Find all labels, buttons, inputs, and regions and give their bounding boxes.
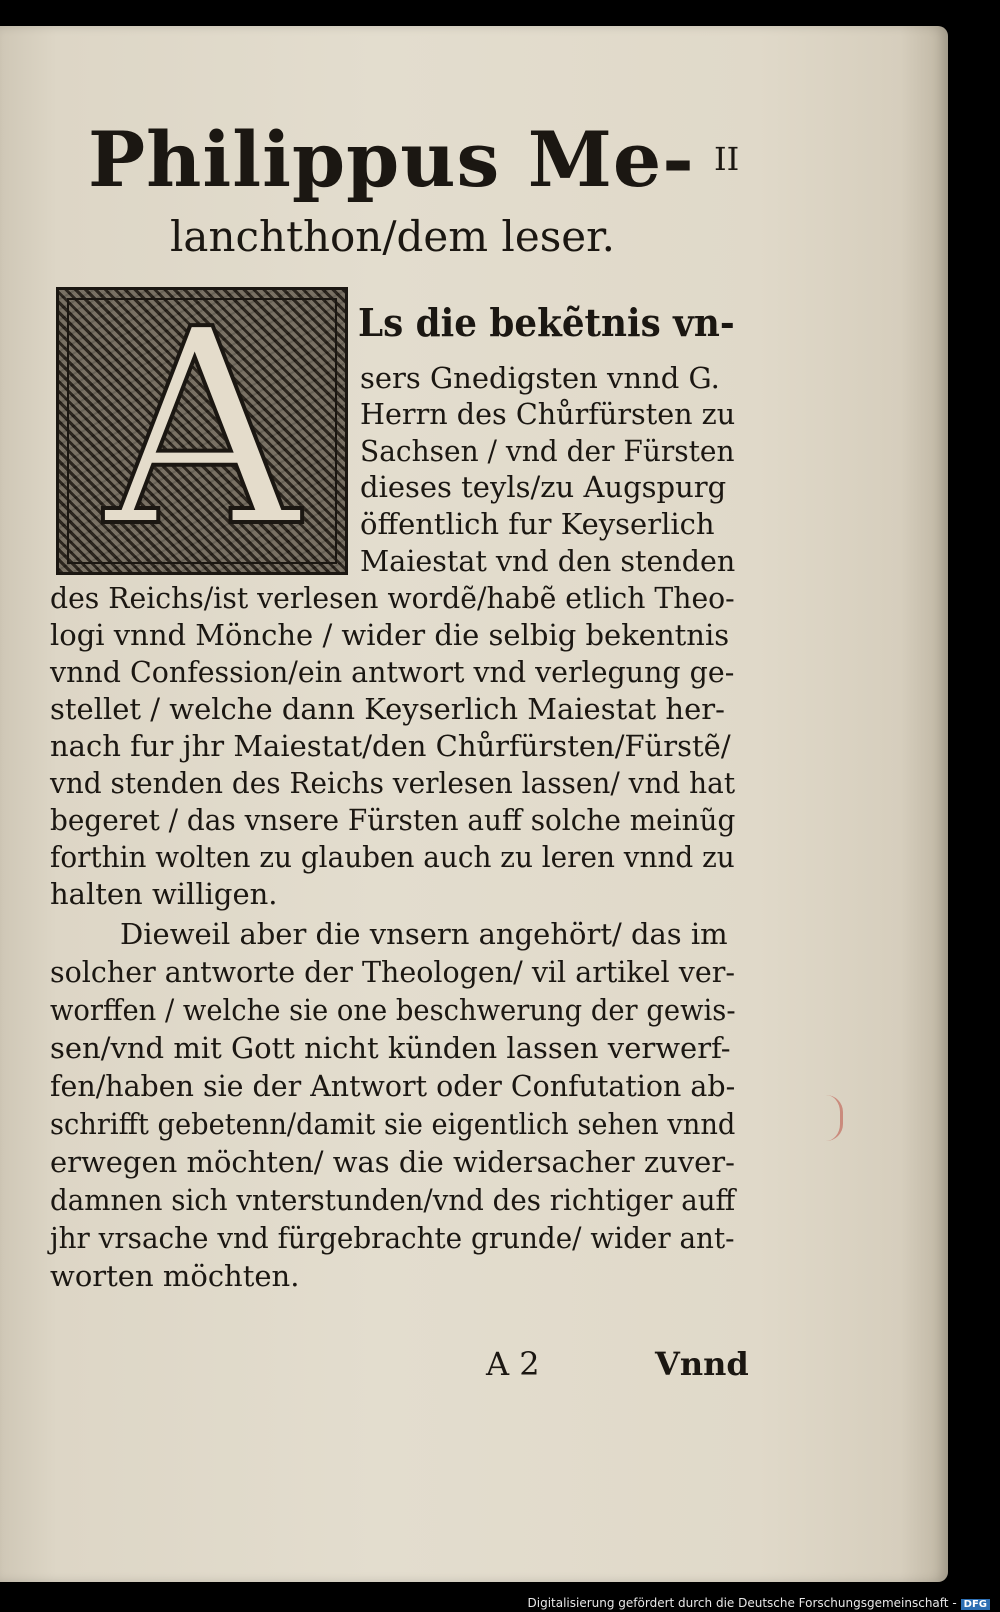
text-line: des Reichs/ist verlesen wordẽ/habẽ etlich Theo- (50, 581, 735, 615)
text-line: fen/haben sie der Antwort oder Confutation ab- (50, 1069, 736, 1103)
text-line: sen/vnd mit Gott nicht künden lassen verwerf- (50, 1031, 731, 1065)
text-line: damnen sich vnterstunden/vnd des richtiger auff (50, 1183, 736, 1217)
folio-number: II (714, 140, 740, 178)
text-line-first: Ls die bekẽtnis vn- (358, 300, 735, 345)
dfg-logo: DFG (961, 1599, 990, 1610)
initial-letter: A (104, 287, 300, 575)
text-line: forthin wolten zu glauben auch zu leren vnnd zu (50, 840, 735, 874)
signature-mark: A 2 (486, 1345, 540, 1383)
text-line: öffentlich fur Keyserlich (360, 507, 715, 541)
text-line: begeret / das vnsere Fürsten auff solche meinũg (50, 803, 736, 837)
text-line: stellet / welche dann Keyserlich Maiestat her- (50, 692, 725, 726)
footer-text: Digitalisierung gefördert durch die Deutsche Forschungsgemeinschaft - (527, 1596, 957, 1610)
text-line: Herrn des Chůrfürsten zu (360, 397, 736, 431)
text-line: logi vnnd Mönche / wider die selbig bekentnis (50, 618, 730, 652)
text-line: Dieweil aber die vnsern angehört/ das im (120, 917, 728, 951)
heading-line-2: lanchthon/dem leser. (170, 212, 615, 261)
decorated-initial (56, 287, 348, 575)
text-line: worten möchten. (50, 1259, 300, 1293)
text-line: Sachsen / vnd der Fürsten (360, 434, 735, 468)
text-line: solcher antworte der Theologen/ vil artikel ver- (50, 955, 735, 989)
text-line: Maiestat vnd den stenden (360, 544, 736, 578)
text-line: sers Gnedigsten vnnd G. (360, 361, 720, 395)
text-line: erwegen möchten/ was die widersacher zuver- (50, 1145, 735, 1179)
text-line: schrifft gebetenn/damit sie eigentlich sehen vnnd (50, 1107, 736, 1141)
text-line: halten willigen. (50, 877, 278, 911)
text-line: vnd stenden des Reichs verlesen lassen/ vnd hat (50, 766, 736, 800)
digitization-footer (528, 1596, 991, 1610)
text-line: nach fur jhr Maiestat/den Chůrfürsten/Fürstẽ/ (50, 729, 731, 763)
text-line: vnnd Confession/ein antwort vnd verlegung ge- (50, 655, 735, 689)
heading-line-1: Philippus Me- (88, 115, 695, 204)
text-line: jhr vrsache vnd fürgebrachte grunde/ wider ant- (50, 1221, 735, 1255)
text-line: worffen / welche sie one beschwerung der gewis- (50, 993, 736, 1027)
text-line: dieses teyls/zu Augspurg (360, 470, 727, 504)
catchword: Vnnd (655, 1345, 749, 1383)
